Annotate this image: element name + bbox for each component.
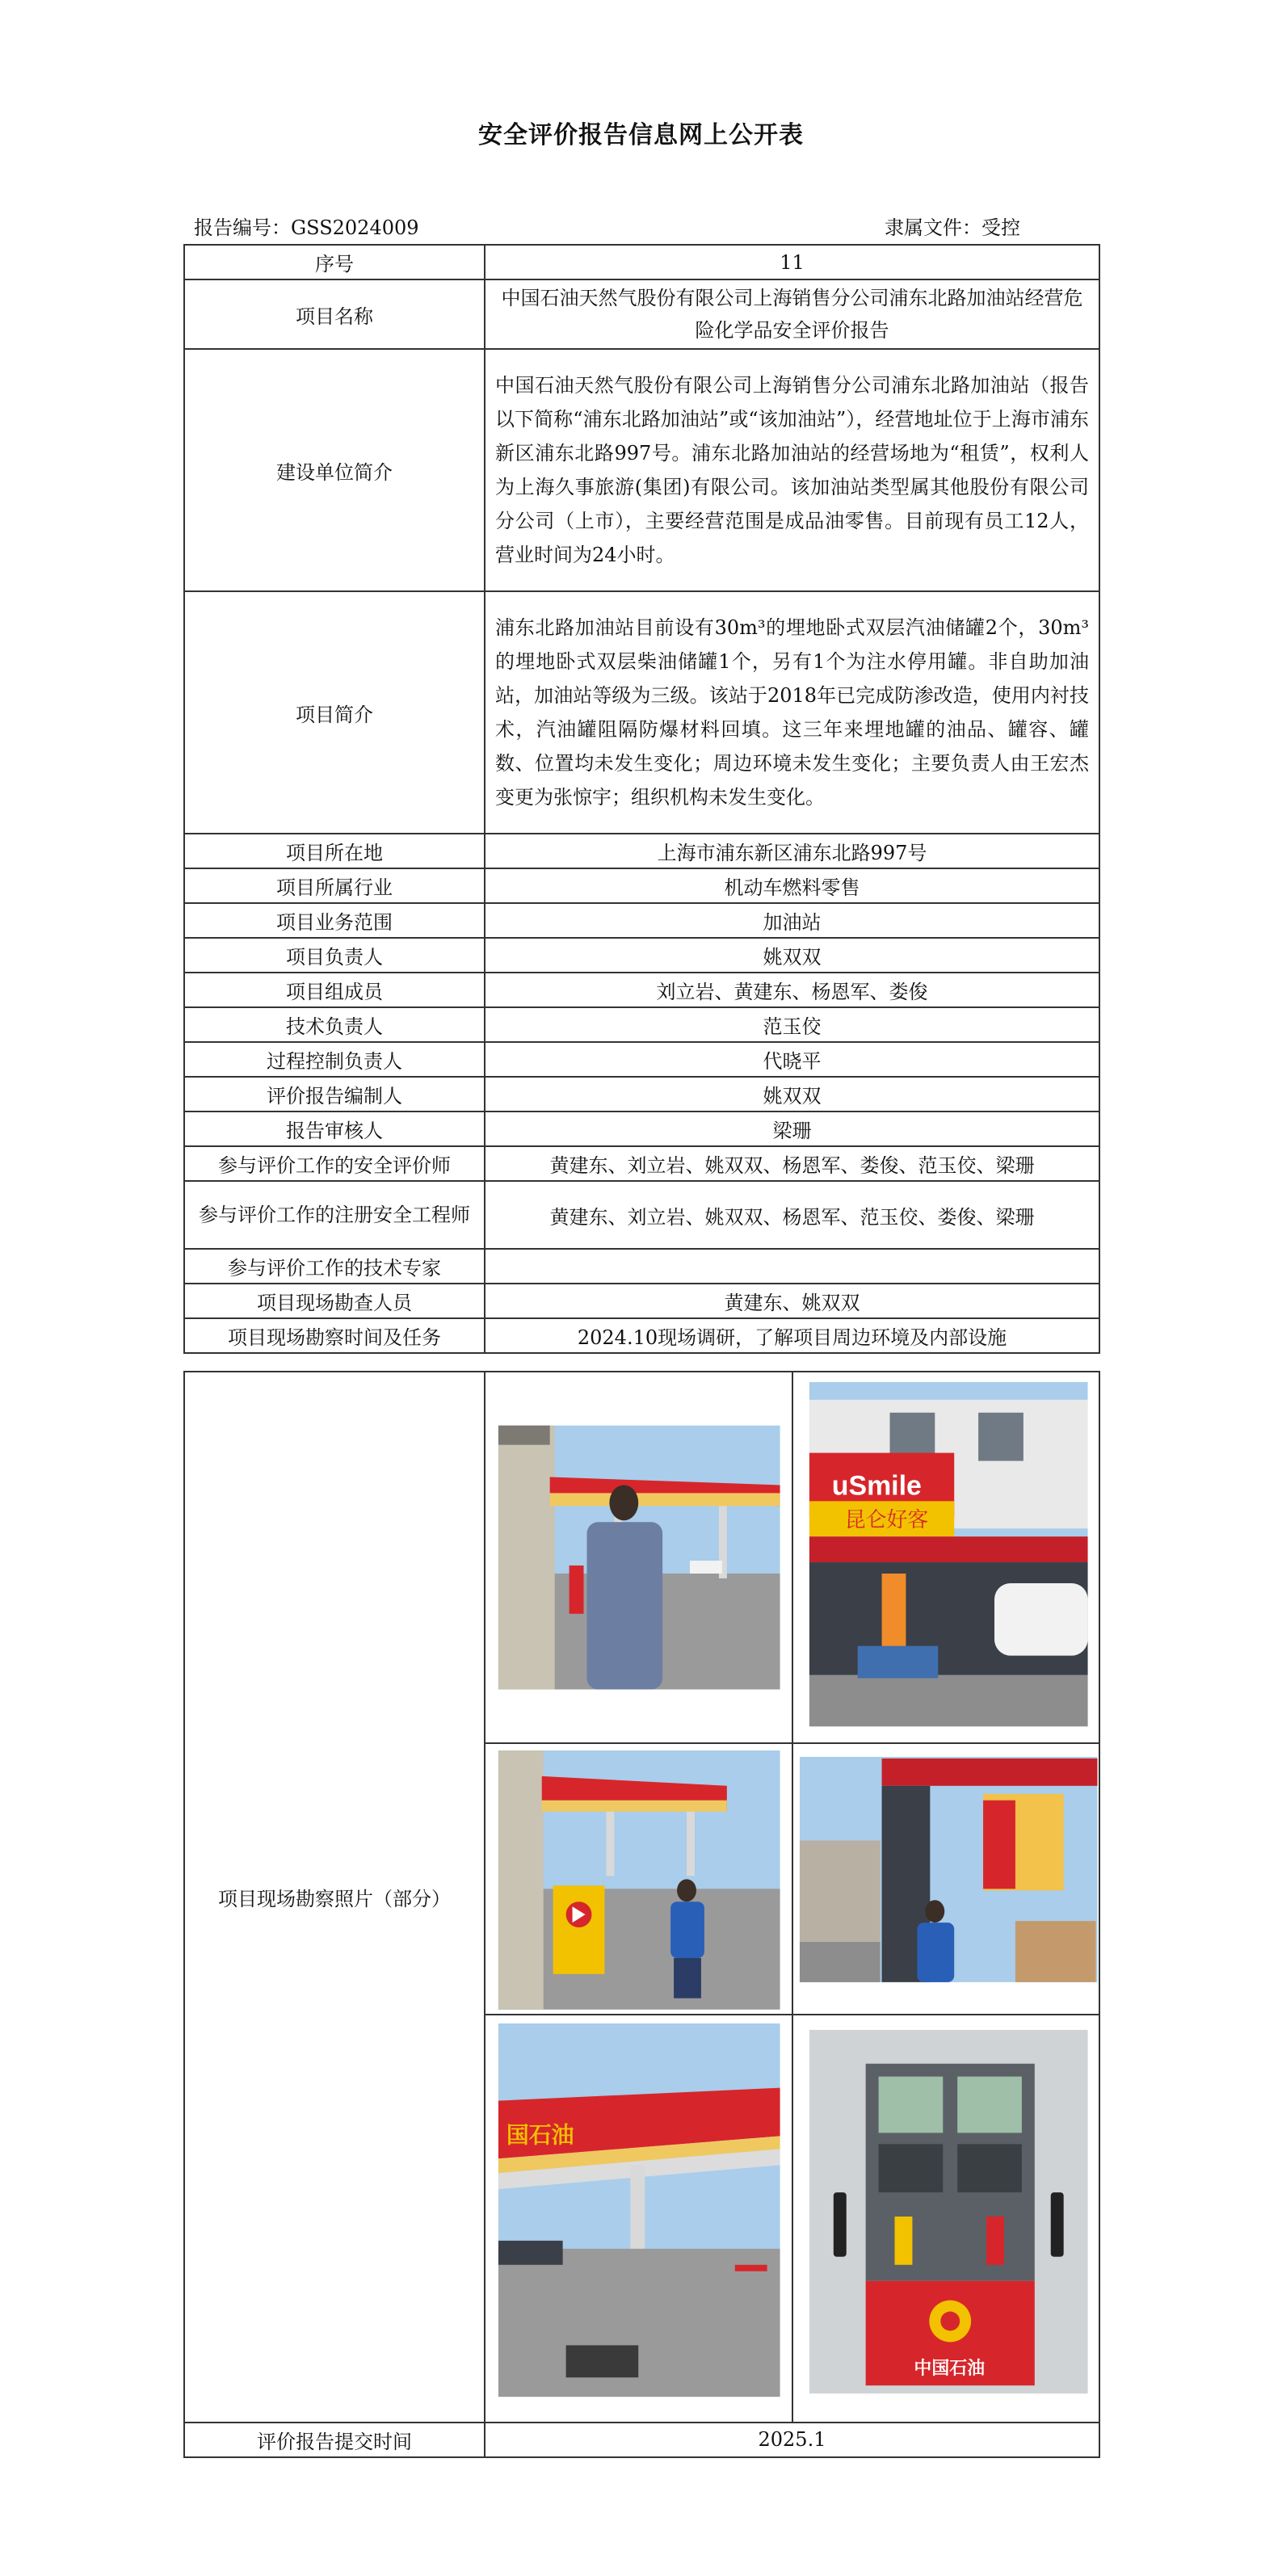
row-value-project-name: 中国石油天然气股份有限公司上海销售分公司浦东北路加油站经营危险化学品安全评价报告 [485,279,1099,349]
row-value-tech-lead: 范玉佼 [485,1007,1099,1042]
store-sign-text: uSmile [831,1470,922,1502]
photo-fuel-dispenser [793,2015,1099,2422]
row-label-members: 项目组成员 [184,973,485,1007]
table-row [184,1249,1099,1284]
photo-convenience-store [793,1372,1099,1742]
row-value-seq: 11 [485,245,1099,279]
table-row [184,1007,1099,1042]
row-label-compiler: 评价报告编制人 [184,1077,485,1112]
page-title: 安全评价报告信息网上公开表 [478,121,804,149]
row-label-surveyors: 项目现场勘查人员 [184,1284,485,1318]
photo-cell [485,1372,792,1743]
row-value-industry: 机动车燃料零售 [485,868,1099,903]
photo-attendant-forecourt [485,1372,792,1742]
row-label-scope: 项目业务范围 [184,903,485,938]
row-label-project-name: 项目名称 [184,279,485,349]
table-row [184,1146,1099,1181]
row-label-evaluators: 参与评价工作的安全评价师 [184,1146,485,1181]
row-label-submit-time: 评价报告提交时间 [184,2423,485,2457]
report-number: 报告编号：GSS2024009 [194,216,419,239]
row-label-seq: 序号 [184,245,485,279]
row-label-photos: 项目现场勘察照片（部分） [184,1372,485,2423]
row-label-leader: 项目负责人 [184,938,485,973]
table-row [184,868,1099,903]
row-value-process-lead: 代晓平 [485,1042,1099,1077]
photo-staff-store [793,1744,1099,2014]
row-value-engineers: 黄建东、刘立岩、姚双双、杨恩军、范玉佼、娄俊、梁珊 [485,1181,1099,1249]
row-label-tech-lead: 技术负责人 [184,1007,485,1042]
row-label-process-lead: 过程控制负责人 [184,1042,485,1077]
photo-cell [792,1372,1100,1743]
row-value-surveyors: 黄建东、姚双双 [485,1284,1099,1318]
photo-cell [485,1743,792,2015]
row-value-location: 上海市浦东新区浦东北路997号 [485,834,1099,868]
table-row [184,1372,1099,1743]
row-value-evaluators: 黄建东、刘立岩、姚双双、杨恩军、娄俊、范玉佼、梁珊 [485,1146,1099,1181]
photo-table [183,1371,1100,2458]
row-value-leader: 姚双双 [485,938,1099,973]
store-sign-subtext: 昆仑好客 [844,1508,928,1533]
row-value-experts [485,1249,1099,1284]
row-label-reviewer: 报告审核人 [184,1112,485,1146]
table-row [184,245,1099,279]
photo-canopy [485,2015,792,2422]
table-row [184,591,1099,834]
row-value-reviewer: 梁珊 [485,1112,1099,1146]
row-label-unit-intro: 建设单位简介 [184,349,485,591]
photo-cell [792,1743,1100,2015]
row-label-experts: 参与评价工作的技术专家 [184,1249,485,1284]
table-row [184,1077,1099,1112]
photo-staff-forecourt [485,1744,792,2014]
row-label-industry: 项目所属行业 [184,868,485,903]
info-table [183,244,1100,1354]
row-value-compiler: 姚双双 [485,1077,1099,1112]
table-row [184,834,1099,868]
row-label-location: 项目所在地 [184,834,485,868]
table-row [184,349,1099,591]
table-row [184,1318,1099,1353]
row-label-project-intro: 项目简介 [184,591,485,834]
table-row [184,1181,1099,1249]
table-row [184,1112,1099,1146]
row-value-survey-time: 2024.10现场调研，了解项目周边环境及内部设施 [485,1318,1099,1353]
table-row [184,903,1099,938]
row-value-members: 刘立岩、黄建东、杨恩军、娄俊 [485,973,1099,1007]
table-row [184,938,1099,973]
dispenser-brand: 中国石油 [913,2358,985,2380]
row-label-engineers: 参与评价工作的注册安全工程师 [184,1181,485,1249]
table-row [184,2423,1099,2457]
row-value-scope: 加油站 [485,903,1099,938]
table-row [184,1042,1099,1077]
photo-cell [485,2015,792,2423]
photo-cell [792,2015,1100,2423]
table-row [184,1284,1099,1318]
row-value-project-intro: 浦东北路加油站目前设有30m³的埋地卧式双层汽油储罐2个，30m³的埋地卧式双层柴油储罐1个，另有1个为注水停用罐。非自助加油站，加油站等级为三级。该站于2018年已完成防渗改造，使用内衬技术，汽油罐阻隔防爆材料回填。这三年来埋地罐的油品、罐容、罐数、位置均未发生变化；周边环境未发生变化；主要负责人由王宏杰变更为张惊宇；组织机构未发生变化。 [485,591,1099,834]
affiliation: 隶属文件：受控 [885,216,1020,239]
canopy-text: 国石油 [506,2121,574,2149]
row-value-unit-intro: 中国石油天然气股份有限公司上海销售分公司浦东北路加油站（报告以下简称“浦东北路加油站”或“该加油站”），经营地址位于上海市浦东新区浦东北路997号。浦东北路加油站的经营场地为“租赁”，权利人为上海久事旅游(集团)有限公司。该加油站类型属其他股份有限公司分公司（上市），主要经营范围是成品油零售。目前现有员工12人，营业时间为24小时。 [485,349,1099,591]
row-label-survey-time: 项目现场勘察时间及任务 [184,1318,485,1353]
row-value-submit-time: 2025.1 [485,2423,1099,2457]
table-row [184,973,1099,1007]
table-row [184,279,1099,349]
